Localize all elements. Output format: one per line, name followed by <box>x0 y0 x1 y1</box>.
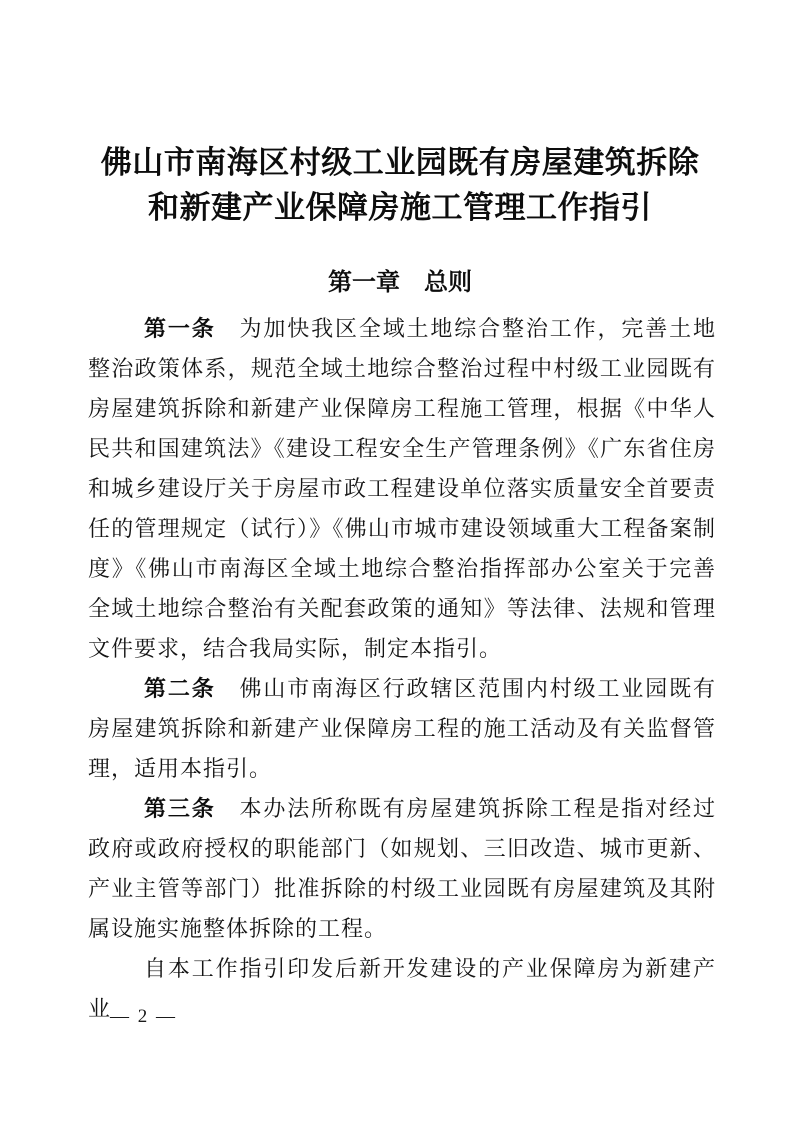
document-title-line-1: 佛山市南海区村级工业园既有房屋建筑拆除 <box>100 145 700 180</box>
paragraph-article-3 <box>88 789 716 949</box>
page-number: — 2 — <box>110 1006 177 1027</box>
paragraph-continuation <box>88 949 716 1029</box>
document-title-line-2: 和新建产业保障房施工管理工作指引 <box>148 190 652 225</box>
document-body <box>88 309 716 1029</box>
article-2-label: 第二条 <box>144 676 240 701</box>
paragraph-article-1 <box>88 309 716 669</box>
chapter-heading: 第一章 总则 <box>328 269 472 296</box>
article-2-text: 佛山市南海区行政辖区范围内村级工业园既有房屋建筑拆除和新建产业保障房工程的施工活动及有关监督管理，适用本指引。 <box>88 676 716 781</box>
document-title <box>85 140 715 230</box>
article-1-text: 为加快我区全域土地综合整治工作，完善土地整治政策体系，规范全域土地综合整治过程中村级工业园既有房屋建筑拆除和新建产业保障房工程施工管理，根据《中华人民共和国建筑法》《建设工程安全生产管理条例》《广东省住房和城乡建设厅关于房屋市政工程建设单位落实质量安全首要责任的管理规定（试行）》《佛山市城市建设领域重大工程备案制度》《佛山市南海区全域土地综合整治指挥部办公室关于完善全域土地综合整治有关配套政策的通知》等法律、法规和管理文件要求，结合我局实际，制定本指引。 <box>88 316 716 661</box>
article-3-label: 第三条 <box>144 796 240 821</box>
article-1-label: 第一条 <box>144 316 240 341</box>
paragraph-article-2 <box>88 669 716 789</box>
continuation-text: 自本工作指引印发后新开发建设的产业保障房为新建产业 <box>88 956 716 1021</box>
article-3-text: 本办法所称既有房屋建筑拆除工程是指对经过政府或政府授权的职能部门（如规划、三旧改造、城市更新、产业主管等部门）批准拆除的村级工业园既有房屋建筑及其附属设施实施整体拆除的工程。 <box>88 796 716 941</box>
